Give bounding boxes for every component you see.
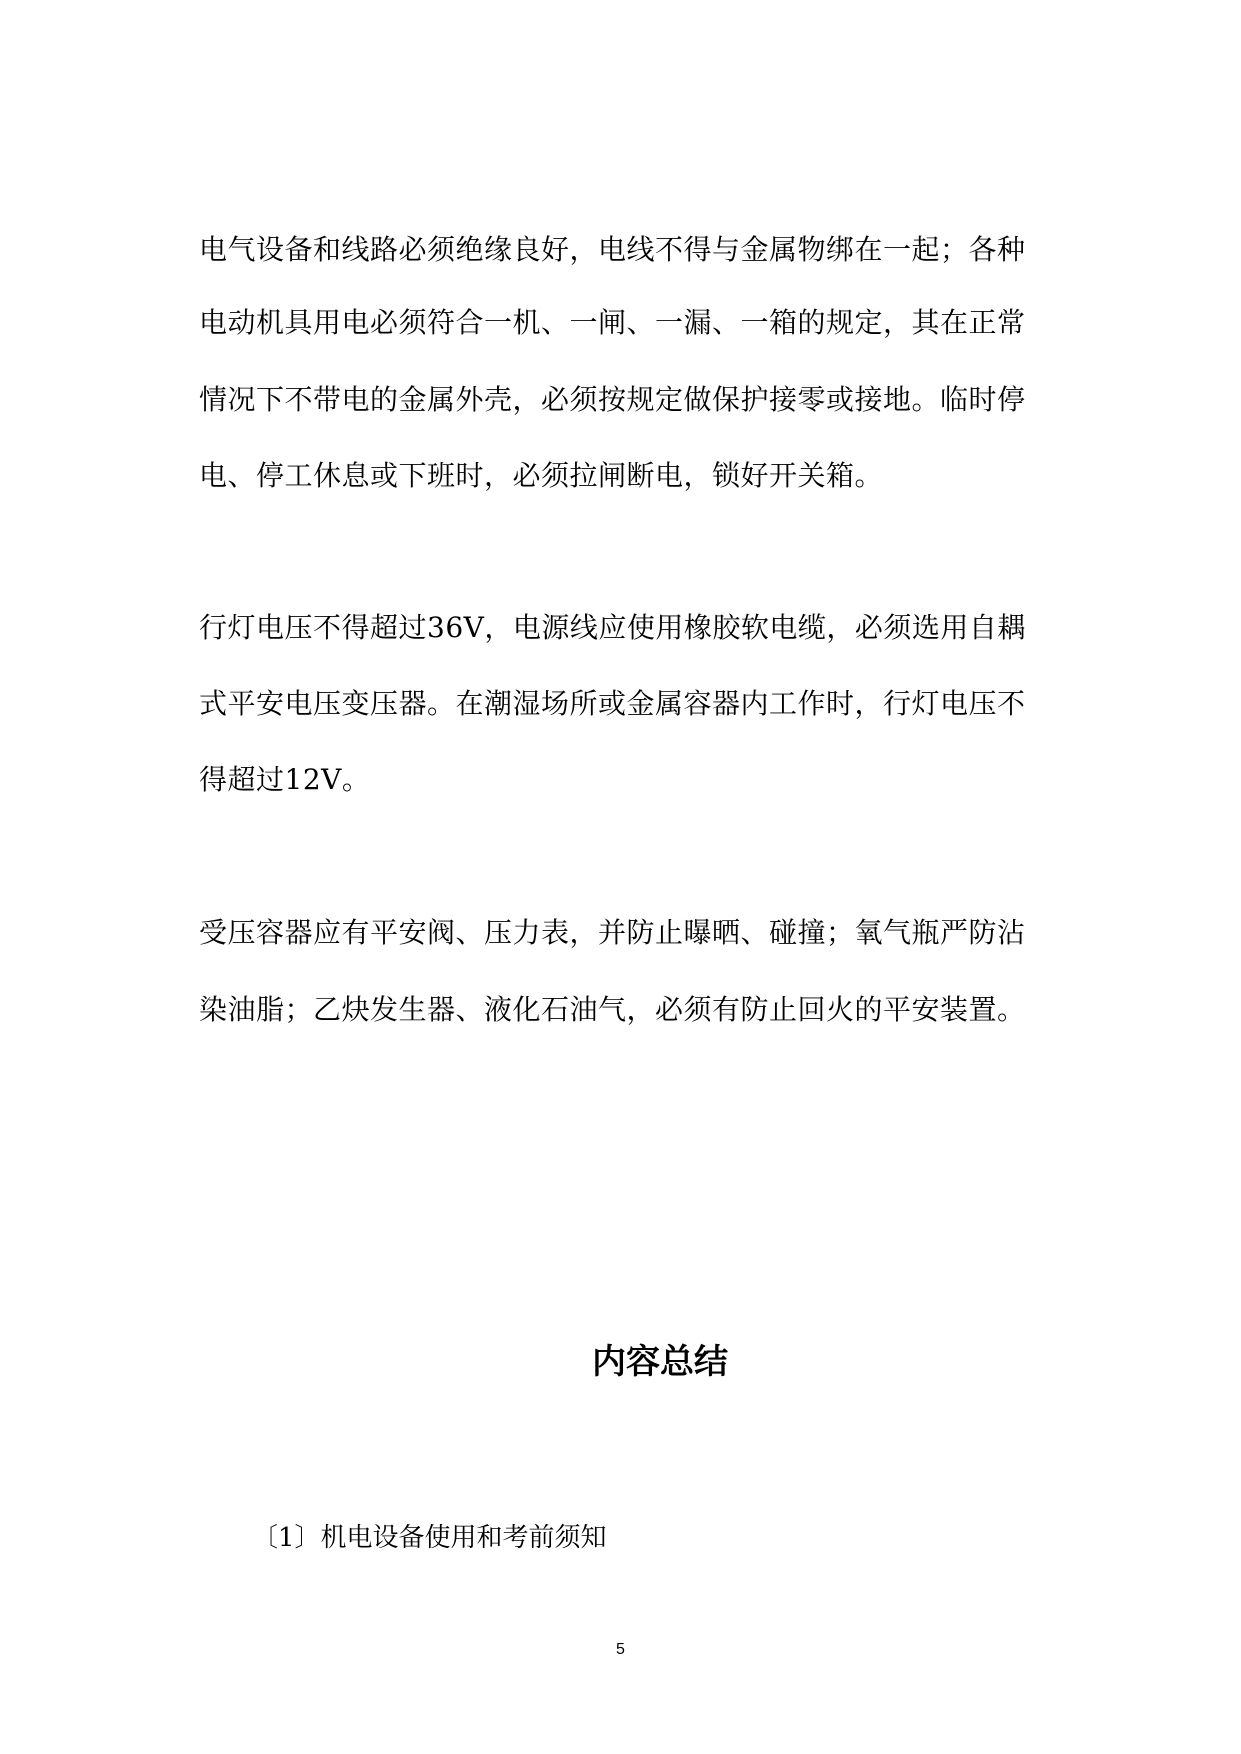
page-number: 5 xyxy=(616,1641,625,1658)
paragraph-1-line-3: 情况下不带电的金属外壳，必须按规定做保护接零或接地。临时停 xyxy=(199,383,1026,416)
paragraph-1-line-1: 电气设备和线路必须绝缘良好，电线不得与金属物绑在一起；各种 xyxy=(199,233,1026,266)
paragraph-3-line-2: 染油脂；乙炔发生器、液化石油气，必须有防止回火的平安装置。 xyxy=(199,993,1026,1026)
summary-heading: 内容总结 xyxy=(592,1342,728,1382)
paragraph-1-line-2: 电动机具用电必须符合一机、一闸、一漏、一箱的规定，其在正常 xyxy=(199,306,1026,339)
paragraph-1-line-4: 电、停工休息或下班时，必须拉闸断电，锁好开关箱。 xyxy=(199,459,884,492)
paragraph-3-line-1: 受压容器应有平安阀、压力表，并防止曝晒、碰撞；氧气瓶严防沾 xyxy=(199,916,1026,949)
paragraph-2-line-1: 行灯电压不得超过36V，电源线应使用橡胶软电缆，必须选用自耦 xyxy=(199,611,1026,644)
summary-list-item: 〔1〕机电设备使用和考前须知 xyxy=(252,1523,607,1553)
paragraph-2-line-2: 式平安电压变压器。在潮湿场所或金属容器内工作时，行灯电压不 xyxy=(199,687,1026,720)
paragraph-2-line-3: 得超过12V。 xyxy=(199,763,371,796)
